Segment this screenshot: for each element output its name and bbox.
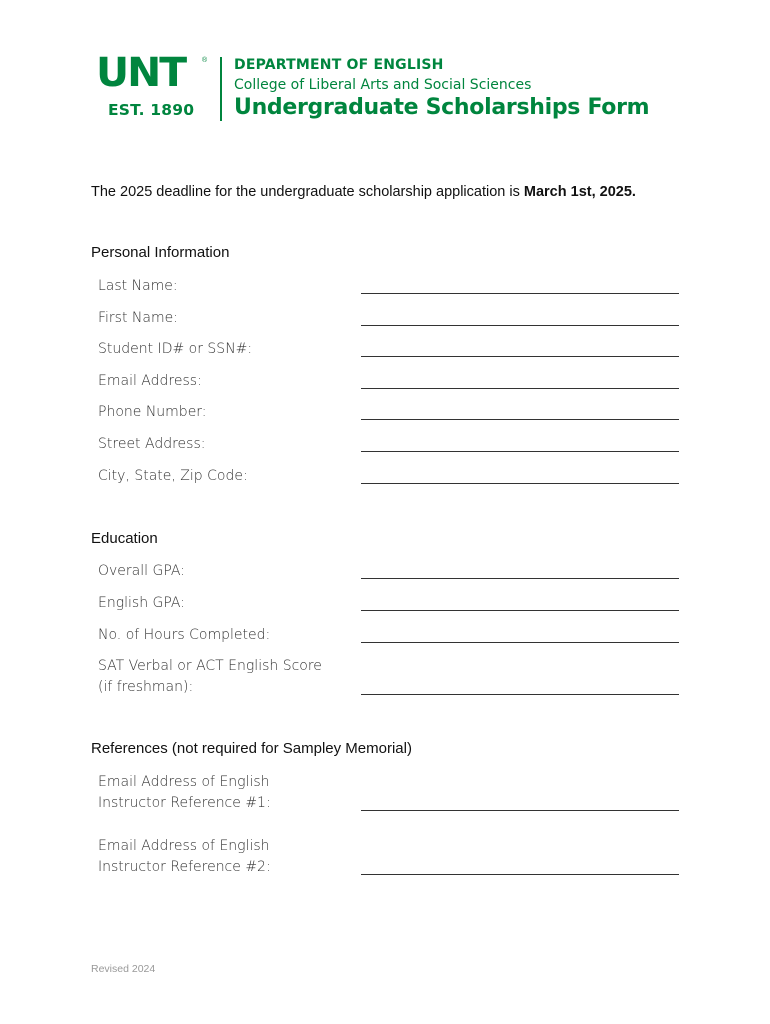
form-title: Undergraduate Scholarships Form: [234, 95, 650, 120]
fill-in-line[interactable]: [361, 325, 679, 326]
fill-in-line[interactable]: [361, 610, 679, 611]
field-label: Email Address:: [98, 373, 202, 389]
revision-note: Revised 2024: [91, 963, 156, 975]
field-email[interactable]: [98, 371, 680, 393]
header-divider: [220, 57, 222, 121]
department-name: DEPARTMENT OF ENGLISH: [234, 57, 444, 73]
field-city-state-zip[interactable]: [98, 466, 680, 488]
field-overall-gpa[interactable]: [98, 561, 680, 583]
references-title: References: [91, 740, 168, 757]
field-label: SAT Verbal or ACT English Score (if freshman):: [98, 658, 322, 695]
registered-mark: ®: [202, 57, 208, 64]
header-logo-block: [96, 50, 696, 125]
field-first-name[interactable]: [98, 308, 680, 330]
fill-in-line[interactable]: [361, 419, 679, 420]
field-label: City, State, Zip Code:: [98, 468, 248, 484]
references-note: (not required for Sampley Memorial): [167, 740, 412, 757]
fill-in-line[interactable]: [361, 388, 679, 389]
field-label: No. of Hours Completed:: [98, 627, 271, 643]
fill-in-line[interactable]: [361, 451, 679, 452]
section-title-personal: Personal Information: [91, 244, 230, 261]
field-label: Last Name:: [98, 278, 178, 294]
field-label: Email Address of English Instructor Reference #1:: [98, 774, 271, 811]
fill-in-line[interactable]: [361, 293, 679, 294]
deadline-prefix: The 2025 deadline for the undergraduate scholarship application is: [91, 184, 524, 200]
field-label: Phone Number:: [98, 404, 207, 420]
field-reference-2-email[interactable]: [98, 836, 680, 879]
fill-in-line[interactable]: [361, 694, 679, 695]
field-label: English GPA:: [98, 595, 185, 611]
section-title-education: Education: [91, 530, 158, 547]
field-phone[interactable]: [98, 402, 680, 424]
fill-in-line[interactable]: [361, 483, 679, 484]
field-last-name[interactable]: [98, 276, 680, 298]
field-hours-completed[interactable]: [98, 625, 680, 647]
fill-in-line[interactable]: [361, 578, 679, 579]
field-label: First Name:: [98, 310, 178, 326]
college-name: College of Liberal Arts and Social Sciences: [234, 77, 532, 93]
field-label: Street Address:: [98, 436, 206, 452]
deadline-statement: [91, 184, 636, 200]
deadline-date: March 1st, 2025.: [523, 184, 636, 200]
established-year: EST. 1890: [108, 101, 195, 119]
field-sat-act-score[interactable]: [98, 656, 680, 699]
section-title-references: [91, 740, 412, 757]
fill-in-line[interactable]: [361, 642, 679, 643]
field-english-gpa[interactable]: [98, 593, 680, 615]
fill-in-line[interactable]: [361, 356, 679, 357]
field-label: Overall GPA:: [98, 563, 185, 579]
fill-in-line[interactable]: [361, 874, 679, 875]
field-student-id[interactable]: [98, 339, 680, 361]
fill-in-line[interactable]: [361, 810, 679, 811]
field-label: Email Address of English Instructor Reference #2:: [98, 838, 271, 875]
field-street-address[interactable]: [98, 434, 680, 456]
field-reference-1-email[interactable]: [98, 772, 680, 815]
field-label: Student ID# or SSN#:: [98, 341, 253, 357]
unt-logo-wordmark: UNT: [96, 50, 185, 96]
